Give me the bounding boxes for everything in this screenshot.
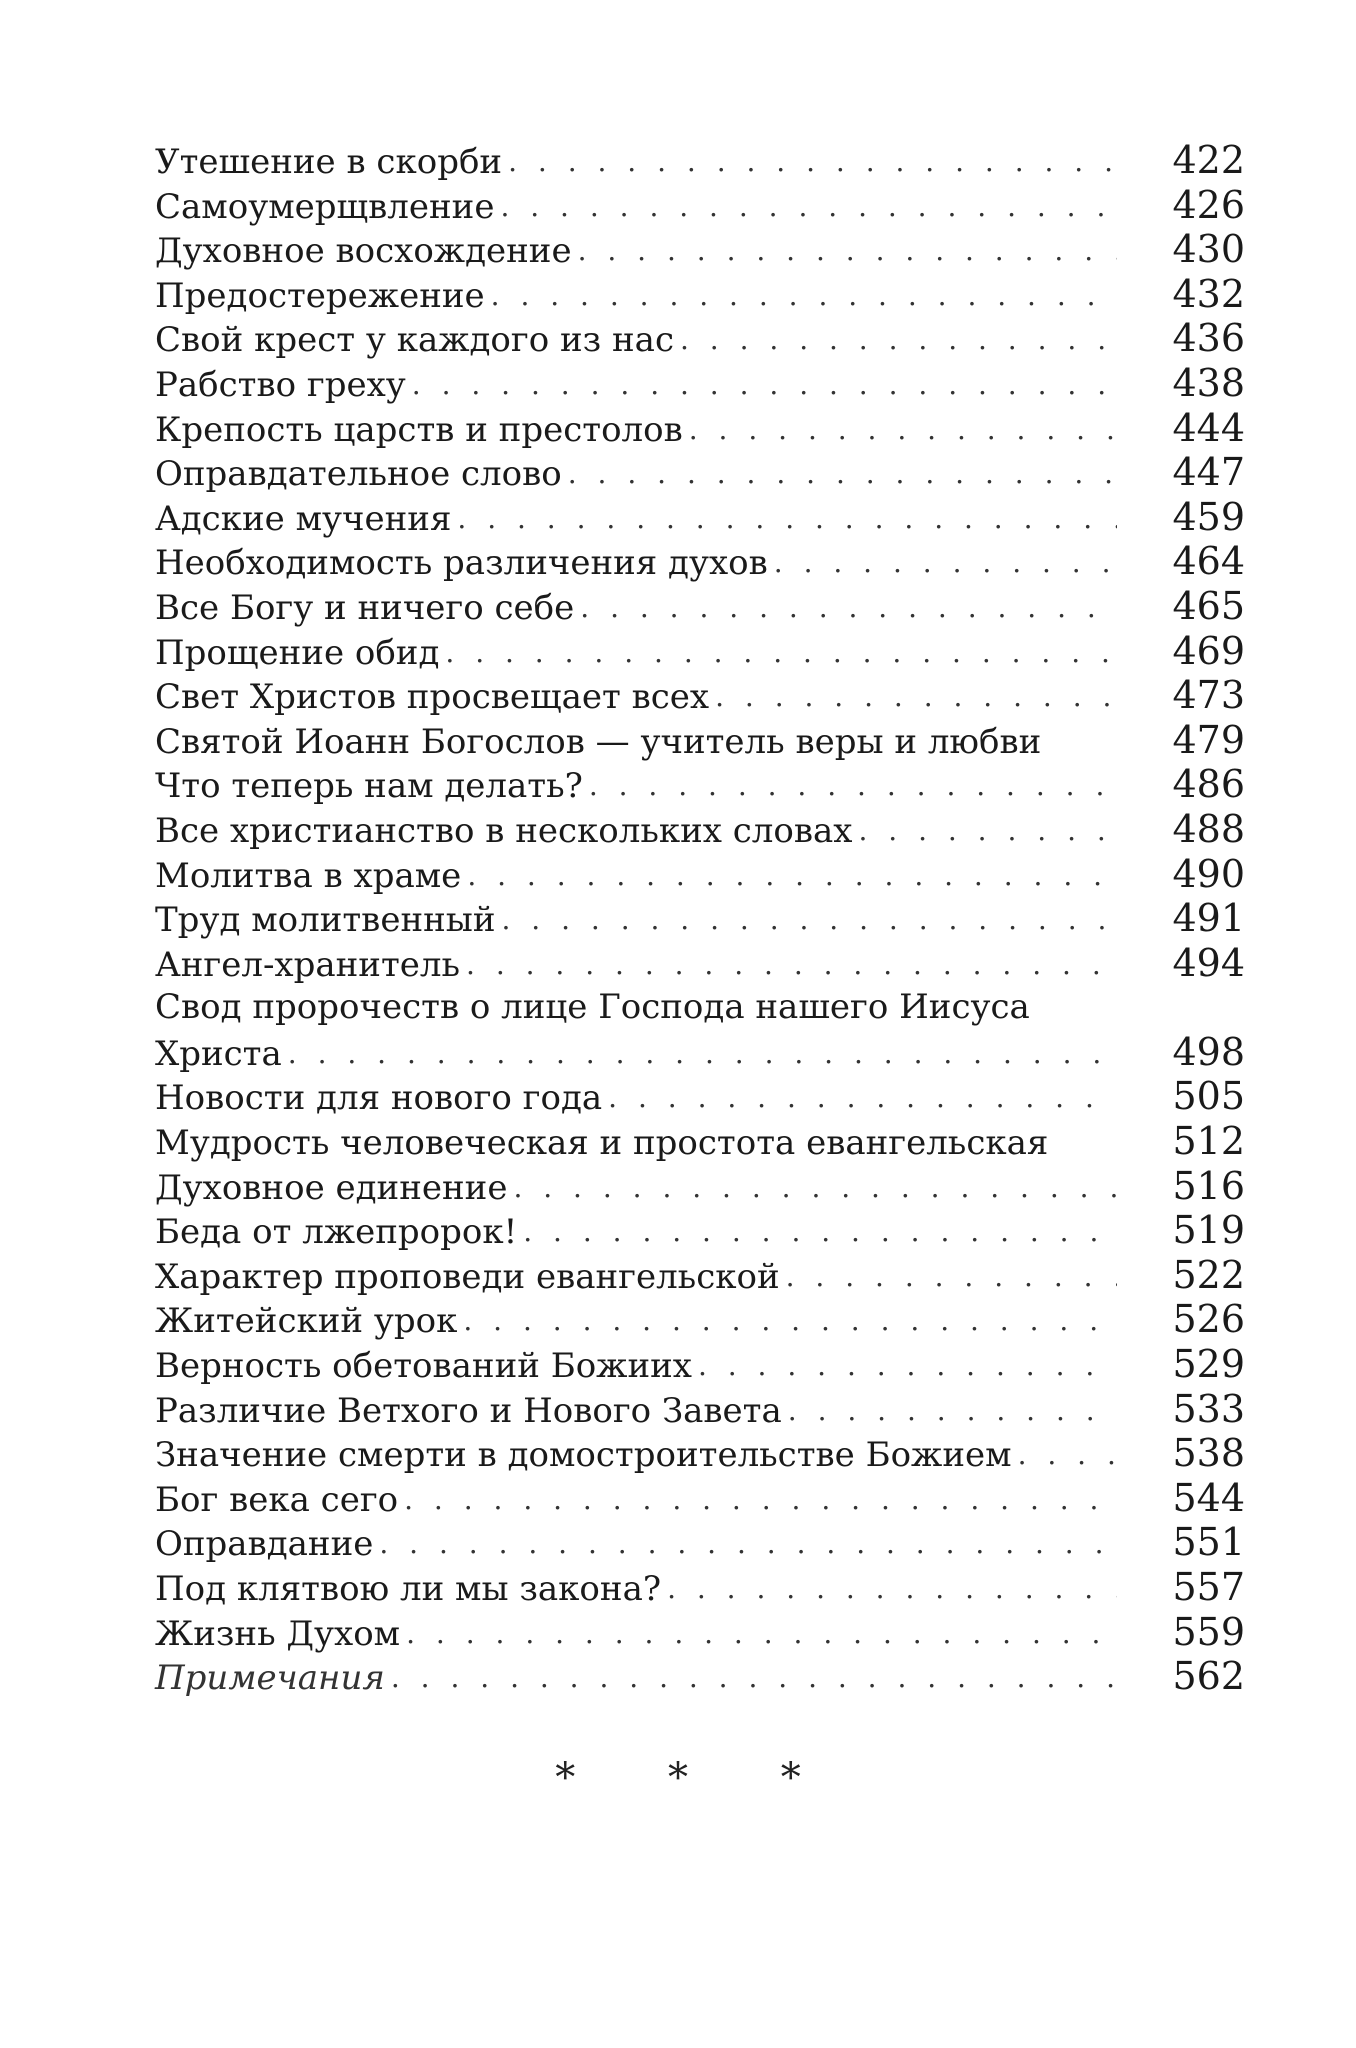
dot-leader bbox=[523, 1210, 1117, 1255]
toc-entry-page: 469 bbox=[1172, 628, 1245, 673]
toc-entry-title: Духовное единение bbox=[155, 1167, 508, 1208]
dot-leader bbox=[680, 318, 1117, 363]
toc-entry-title: Труд молитвенный bbox=[155, 900, 496, 941]
toc-entry-title: Все Богу и ничего себе bbox=[155, 587, 575, 628]
toc-entry-title: Свет Христов просвещает всех bbox=[155, 677, 710, 718]
toc-entry-page: 494 bbox=[1172, 940, 1245, 985]
dot-leader bbox=[500, 185, 1117, 230]
toc-entry-page: 491 bbox=[1172, 896, 1245, 941]
toc-entry bbox=[155, 852, 1245, 897]
toc-entry-page: 526 bbox=[1172, 1297, 1245, 1342]
dot-leader bbox=[608, 1076, 1117, 1121]
toc-entry-title: Жизнь Духом bbox=[155, 1613, 401, 1654]
toc-entry-title: Различие Ветхого и Нового Завета bbox=[155, 1390, 782, 1431]
dot-leader bbox=[508, 140, 1117, 185]
toc-entry-title: Адские мучения bbox=[155, 498, 452, 539]
toc-entry bbox=[155, 272, 1245, 317]
toc-entry bbox=[155, 1208, 1245, 1253]
dot-leader bbox=[466, 943, 1117, 988]
toc-entry-title: Свой крест у каждого из нас bbox=[155, 320, 674, 361]
toc-entry-title: Ангел-хранитель bbox=[155, 944, 461, 985]
dot-leader bbox=[578, 229, 1117, 274]
toc-entry-page: 533 bbox=[1172, 1386, 1245, 1431]
toc-entry-continuation bbox=[155, 1030, 1245, 1075]
section-ornament: * * * bbox=[555, 1755, 841, 1801]
toc-entry-page: 430 bbox=[1172, 227, 1245, 272]
dot-leader bbox=[786, 1255, 1117, 1300]
toc-entry bbox=[155, 1387, 1245, 1432]
dot-leader bbox=[501, 898, 1117, 943]
dot-leader bbox=[698, 1344, 1117, 1389]
toc-entry-title: Свод пророчеств о лице Господа нашего Иисуса bbox=[155, 987, 1030, 1028]
toc-entry bbox=[155, 896, 1245, 941]
toc-entry-title: Оправдание bbox=[155, 1524, 374, 1565]
toc-entry-title: Беда от лжепророк! bbox=[155, 1212, 518, 1253]
toc-entry-title: Необходимость различения духов bbox=[155, 543, 768, 584]
toc-entry bbox=[155, 718, 1245, 763]
toc-entry-page: 488 bbox=[1172, 806, 1245, 851]
toc-entry bbox=[155, 673, 1245, 718]
toc-entry-title: Что теперь нам делать? bbox=[155, 766, 583, 807]
toc-entry bbox=[155, 1431, 1245, 1476]
toc-entry bbox=[155, 762, 1245, 807]
dot-leader bbox=[406, 1612, 1117, 1657]
toc-entry bbox=[155, 1297, 1245, 1342]
toc-entry-page: 432 bbox=[1172, 271, 1245, 316]
toc-entry-title: Все христианство в нескольких словах bbox=[155, 810, 853, 851]
toc-entry bbox=[155, 1520, 1245, 1565]
toc-entry-page: 505 bbox=[1172, 1074, 1245, 1119]
dot-leader bbox=[513, 1166, 1117, 1211]
toc-entry-title: Молитва в храме bbox=[155, 855, 462, 896]
dot-leader bbox=[288, 1032, 1117, 1077]
toc-entry-title: Самоумерщвление bbox=[155, 186, 495, 227]
toc-entry-title: Прощение обид bbox=[155, 632, 440, 673]
toc-entry-page: 516 bbox=[1172, 1163, 1245, 1208]
toc-entry bbox=[155, 1074, 1245, 1119]
toc-entry-page: 544 bbox=[1172, 1475, 1245, 1520]
toc-entry bbox=[155, 495, 1245, 540]
toc-entry-title: Святой Иоанн Богослов — учитель веры и любви bbox=[155, 721, 1042, 762]
dot-leader bbox=[715, 675, 1117, 720]
toc-entry bbox=[155, 183, 1245, 228]
toc-entry-page: 464 bbox=[1172, 539, 1245, 584]
dot-leader bbox=[391, 1656, 1117, 1701]
toc-entry bbox=[155, 629, 1245, 674]
toc-entry bbox=[155, 941, 1245, 986]
toc-entry-page: 436 bbox=[1172, 316, 1245, 361]
dot-leader bbox=[467, 854, 1117, 899]
dot-leader bbox=[568, 452, 1117, 497]
toc-entry-title: Мудрость человеческая и простота евангельская bbox=[155, 1123, 1049, 1164]
dot-leader bbox=[445, 631, 1117, 676]
toc-entry bbox=[155, 1164, 1245, 1209]
toc-entry-page: 422 bbox=[1172, 138, 1245, 182]
toc-entry bbox=[155, 361, 1245, 406]
dot-leader bbox=[667, 1567, 1117, 1612]
table-of-contents bbox=[155, 138, 1245, 1699]
toc-entry bbox=[155, 450, 1245, 495]
toc-entry-title: Предостережение bbox=[155, 275, 485, 316]
toc-entry bbox=[155, 1119, 1245, 1164]
dot-leader bbox=[491, 274, 1117, 319]
toc-entry-page: 551 bbox=[1172, 1520, 1245, 1565]
toc-entry-title: Крепость царств и престолов bbox=[155, 409, 683, 450]
toc-entry bbox=[155, 1253, 1245, 1298]
toc-entry bbox=[155, 406, 1245, 451]
toc-entry-page: 486 bbox=[1172, 762, 1245, 807]
toc-entry bbox=[155, 1565, 1245, 1610]
dot-leader bbox=[580, 586, 1117, 631]
toc-entry-title: Оправдательное слово bbox=[155, 454, 562, 495]
toc-entry-title: Значение смерти в домостроительстве Божием bbox=[155, 1435, 1012, 1476]
dot-leader bbox=[689, 408, 1117, 453]
toc-entry-title: Верность обетований Божиих bbox=[155, 1346, 692, 1387]
toc-entry-page: 519 bbox=[1172, 1208, 1245, 1253]
toc-entry-page: 447 bbox=[1172, 450, 1245, 495]
toc-entry-page: 479 bbox=[1172, 717, 1245, 762]
toc-entry bbox=[155, 1610, 1245, 1655]
toc-entry-title: Духовное восхождение bbox=[155, 231, 572, 272]
toc-entry bbox=[155, 1476, 1245, 1521]
toc-entry-page: 426 bbox=[1172, 182, 1245, 227]
toc-entry-page: 538 bbox=[1172, 1431, 1245, 1476]
dot-leader bbox=[858, 809, 1117, 854]
toc-entry bbox=[155, 584, 1245, 629]
toc-entry-page: 473 bbox=[1172, 673, 1245, 718]
toc-notes-page: 562 bbox=[1172, 1654, 1245, 1699]
toc-entry bbox=[155, 138, 1245, 183]
toc-entry-title: Рабство греху bbox=[155, 364, 406, 405]
toc-entry-page: 529 bbox=[1172, 1342, 1245, 1387]
toc-entry-title: Характер проповеди евангельской bbox=[155, 1256, 780, 1297]
dot-leader bbox=[457, 497, 1117, 542]
toc-entry-page: 438 bbox=[1172, 360, 1245, 405]
dot-leader bbox=[788, 1389, 1117, 1434]
toc-entry-page: 498 bbox=[1172, 1029, 1245, 1074]
toc-entry-page: 559 bbox=[1172, 1609, 1245, 1654]
toc-entry-wrapped bbox=[155, 985, 1245, 1030]
toc-entry-page: 557 bbox=[1172, 1565, 1245, 1609]
toc-entry-title: Под клятвою ли мы закона? bbox=[155, 1569, 662, 1609]
toc-entry-notes bbox=[155, 1654, 1245, 1699]
dot-leader bbox=[1018, 1433, 1117, 1478]
toc-entry bbox=[155, 1342, 1245, 1387]
toc-entry bbox=[155, 227, 1245, 272]
toc-entry-title: Утешение в скорби bbox=[155, 142, 503, 182]
toc-entry-title: Бог века сего bbox=[155, 1479, 399, 1520]
toc-entry bbox=[155, 539, 1245, 584]
toc-entry-title-continuation: Христа bbox=[155, 1033, 282, 1074]
dot-leader bbox=[774, 541, 1117, 586]
toc-entry-page: 490 bbox=[1172, 851, 1245, 896]
toc-entry-page: 465 bbox=[1172, 583, 1245, 628]
toc-entry-page: 459 bbox=[1172, 494, 1245, 539]
toc-entry-title: Житейский урок bbox=[155, 1301, 458, 1342]
dot-leader bbox=[412, 363, 1117, 408]
dot-leader bbox=[589, 764, 1117, 809]
toc-notes-title: Примечания bbox=[155, 1658, 385, 1699]
toc-entry bbox=[155, 316, 1245, 361]
toc-entry-page: 522 bbox=[1172, 1252, 1245, 1297]
dot-leader bbox=[379, 1522, 1117, 1567]
dot-leader bbox=[404, 1478, 1117, 1523]
dot-leader bbox=[463, 1299, 1117, 1344]
toc-entry bbox=[155, 807, 1245, 852]
toc-entry-title: Новости для нового года bbox=[155, 1078, 603, 1119]
toc-entry-page: 512 bbox=[1172, 1119, 1245, 1164]
toc-entry-page: 444 bbox=[1172, 405, 1245, 450]
